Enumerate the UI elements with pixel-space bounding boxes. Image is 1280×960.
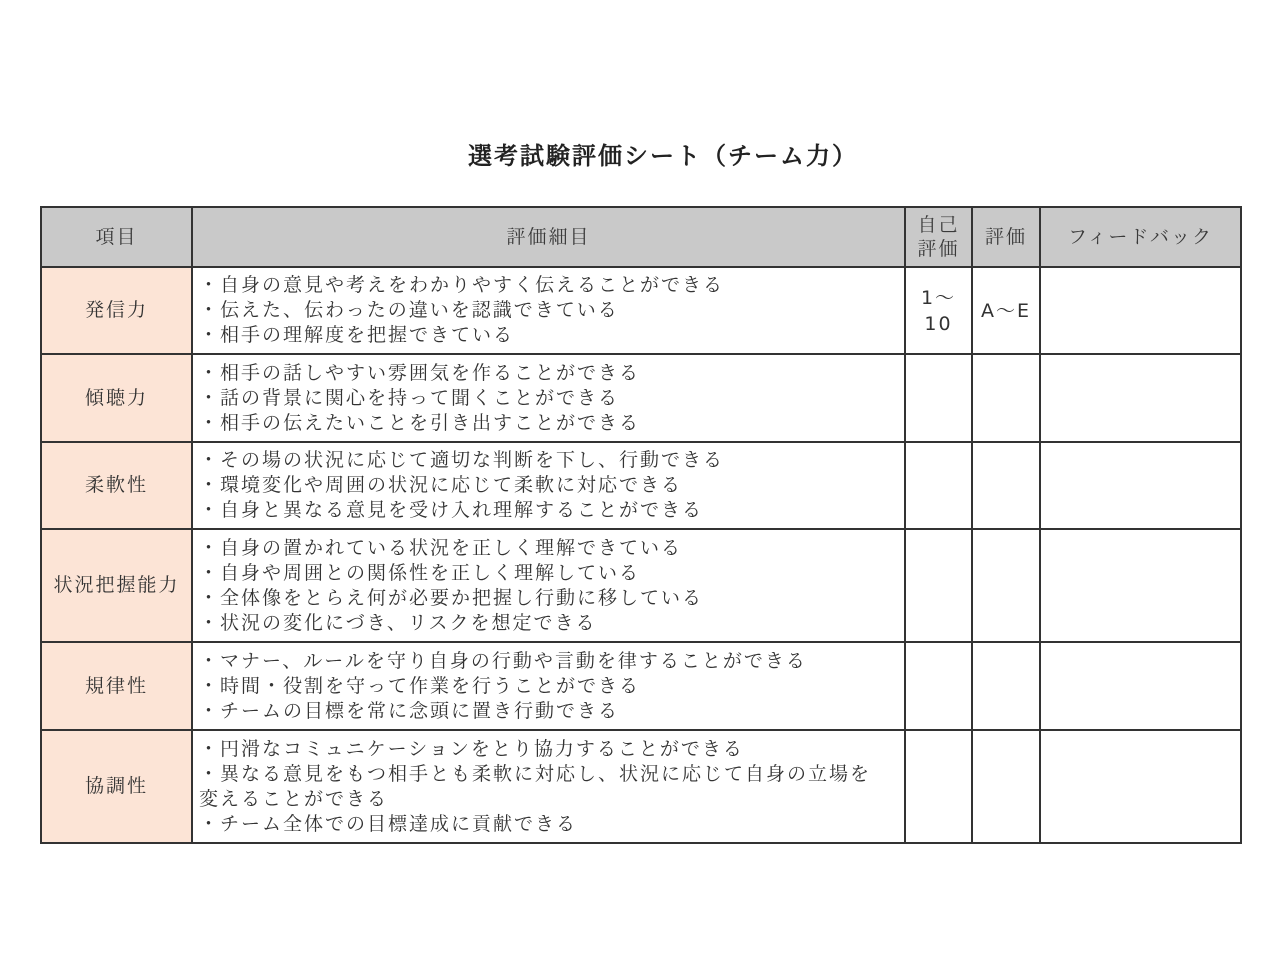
details-cell — [192, 354, 905, 442]
table-row — [41, 730, 1241, 843]
evaluation-range: A～E — [980, 299, 1031, 322]
feedback-cell[interactable] — [1040, 267, 1241, 354]
feedback-cell[interactable] — [1040, 642, 1241, 730]
detail-item: ・相手の理解度を把握できている — [199, 324, 515, 346]
header-self-eval-line1: 自己 — [917, 214, 960, 236]
detail-item: ・全体像をとらえ何が必要か把握し行動に移している — [199, 586, 704, 609]
details-cell — [192, 730, 905, 843]
detail-item: ・自身と異なる意見を受け入れ理解することができる — [199, 499, 704, 521]
header-self-eval — [905, 207, 972, 267]
category-cell — [41, 642, 192, 730]
header-feedback: フィードバック — [1040, 207, 1241, 267]
detail-item: ・マナー、ルールを守り自身の行動や言動を律することができる — [199, 649, 807, 672]
self-eval-cell[interactable] — [905, 267, 972, 354]
detail-item: ・チームの目標を常に念頭に置き行動できる — [199, 699, 620, 722]
category-label: 協調性 — [84, 775, 148, 797]
header-category: 項目 — [41, 207, 192, 267]
details-cell — [192, 267, 905, 354]
details-cell — [192, 529, 905, 642]
header-details: 評価細目 — [192, 207, 905, 267]
detail-item: ・異なる意見をもつ相手とも柔軟に対応し、状況に応じて自身の立場を変えることができる — [199, 762, 872, 810]
header-row — [41, 207, 1241, 267]
feedback-cell[interactable] — [1040, 354, 1241, 442]
detail-item: ・時間・役割を守って作業を行うことができる — [199, 674, 641, 697]
self-eval-cell[interactable] — [905, 442, 972, 529]
feedback-cell[interactable] — [1040, 529, 1241, 642]
feedback-cell[interactable] — [1040, 730, 1241, 843]
detail-item: ・環境変化や周囲の状況に応じて柔軟に対応できる — [199, 474, 683, 496]
evaluation-cell[interactable] — [972, 642, 1040, 730]
header-self-eval-line2: 評価 — [917, 238, 960, 260]
category-label: 規律性 — [84, 674, 148, 697]
evaluation-cell[interactable] — [972, 442, 1040, 529]
category-cell — [41, 529, 192, 642]
details-cell — [192, 442, 905, 529]
category-cell — [41, 730, 192, 843]
table-row — [41, 442, 1241, 529]
detail-item: ・話の背景に関心を持って聞くことができる — [199, 386, 620, 409]
detail-item: ・自身の意見や考えをわかりやすく伝えることができる — [199, 274, 725, 296]
self-eval-cell[interactable] — [905, 642, 972, 730]
self-eval-cell[interactable] — [905, 354, 972, 442]
category-cell — [41, 354, 192, 442]
category-label: 傾聴力 — [84, 386, 148, 409]
evaluation-cell[interactable] — [972, 354, 1040, 442]
detail-item: ・その場の状況に応じて適切な判断を下し、行動できる — [199, 449, 725, 471]
evaluation-cell[interactable] — [972, 730, 1040, 843]
category-label: 発信力 — [84, 299, 148, 321]
category-cell — [41, 442, 192, 529]
detail-item: ・相手の話しやすい雰囲気を作ることができる — [199, 361, 641, 384]
table-row — [41, 267, 1241, 354]
detail-item: ・状況の変化にづき、リスクを想定できる — [199, 611, 597, 634]
detail-item: ・伝えた、伝わったの違いを認識できている — [199, 299, 619, 321]
self-eval-range-line1: 1～ — [920, 286, 957, 309]
evaluation-table — [40, 206, 1242, 844]
detail-item: ・円滑なコミュニケーションをとり協力することができる — [199, 737, 744, 760]
feedback-cell[interactable] — [1040, 442, 1241, 529]
detail-item: ・自身や周囲との関係性を正しく理解している — [199, 561, 641, 584]
self-eval-cell[interactable] — [905, 730, 972, 843]
self-eval-cell[interactable] — [905, 529, 972, 642]
category-label: 状況把握能力 — [53, 574, 180, 596]
category-label: 柔軟性 — [84, 474, 148, 496]
table-row — [41, 642, 1241, 730]
sheet-title: 選考試験評価シート（チーム力） — [468, 142, 858, 170]
category-cell — [41, 267, 192, 354]
evaluation-cell[interactable] — [972, 529, 1040, 642]
table-row — [41, 529, 1241, 642]
table-row — [41, 354, 1241, 442]
detail-item: ・チーム全体での目標達成に貢献できる — [199, 812, 578, 835]
detail-item: ・相手の伝えたいことを引き出すことができる — [199, 411, 641, 434]
details-cell — [192, 642, 905, 730]
self-eval-range-line2: 10 — [924, 312, 953, 335]
header-evaluation: 評価 — [972, 207, 1040, 267]
detail-item: ・自身の置かれている状況を正しく理解できている — [199, 536, 683, 559]
evaluation-cell[interactable] — [972, 267, 1040, 354]
